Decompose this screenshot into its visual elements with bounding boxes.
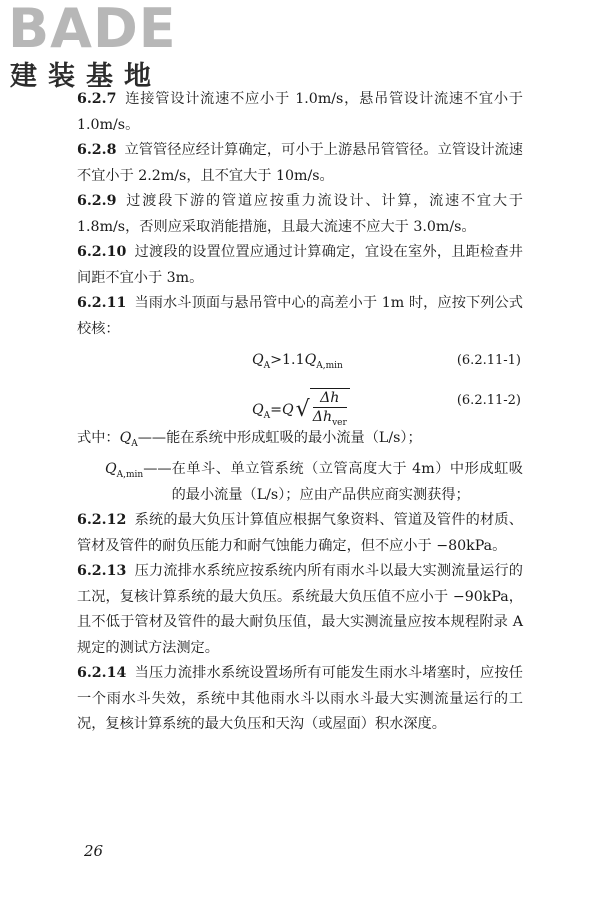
clause-6-2-8 <box>77 138 523 189</box>
clause-text: 当雨水斗顶面与悬吊管中心的高差小于 1m 时，应按下列公式校核： <box>77 295 523 337</box>
fraction: $\frac{\Delta h}{\Delta h_{ver}}$ <box>310 388 350 432</box>
bade-logo <box>8 2 178 97</box>
clause-6-2-9 <box>77 189 523 240</box>
equation-number: (6.2.11-2) <box>456 393 521 408</box>
definition-intro: 式中： <box>77 430 120 446</box>
sqrt-symbol: √ $\frac{\Delta h}{\Delta h_{ver}}$ <box>296 388 350 432</box>
clause-6-2-14 <box>77 661 523 738</box>
clause-number: 6.2.14 <box>77 665 127 682</box>
clause-6-2-7 <box>77 87 523 138</box>
definition-text: 在单斗、单立管系统（立管高度大于 4m）中形成虹吸的最小流量（L/s）；应由产品供应商实测获得； <box>171 461 523 503</box>
clause-text: 连接管设计流速不应小于 1.0m/s，悬吊管设计流速不宜小于 1.0m/s。 <box>77 91 523 133</box>
logo-wordmark: BADE <box>8 0 177 60</box>
clause-text: 过渡段下游的管道应按重力流设计、计算，流速不宜大于 1.8m/s，否则应采取消能措施，且最大流速不应大于 3.0m/s。 <box>77 193 523 235</box>
clause-number: 6.2.8 <box>77 142 117 158</box>
clause-text: 过渡段的设置位置应通过计算确定，宜设在室外，且距检查井间距不宜小于 3m。 <box>77 244 523 286</box>
clause-number: 6.2.7 <box>77 91 117 107</box>
formula-6-2-11-2 <box>77 380 523 426</box>
logo-subtitle: 建装基地 <box>10 61 162 92</box>
definition-qa: 式中： $Q_A$ —— 能在系统中形成虹吸的最小流量（L/s）； <box>77 426 523 457</box>
clause-number: 6.2.13 <box>77 563 127 580</box>
clause-number: 6.2.11 <box>77 295 127 311</box>
definition-text: 能在系统中形成虹吸的最小流量（L/s）； <box>166 430 422 446</box>
definition-symbol: $Q_{A,min}$ <box>105 461 144 481</box>
formula-expression: $Q_A=Q√$ $\frac{\Delta h}{\Delta h_{ver}}$ <box>252 388 350 432</box>
clause-number: 6.2.9 <box>77 193 117 209</box>
page-number: 26 <box>84 842 104 860</box>
clause-text: 系统的最大负压计算值应根据气象资料、管道及管件的材质、管材及管件的耐负压能力和耐气蚀能力确定，但不应小于 −80kPa。 <box>77 512 523 554</box>
clause-text: 立管管径应经计算确定，可小于上游悬吊管管径。立管设计流速不宜小于 2.2m/s，且不宜大于 10m/s。 <box>77 142 523 184</box>
clause-6-2-13 <box>77 559 523 661</box>
clause-6-2-12 <box>77 508 523 559</box>
clause-text: 当压力流排水系统设置场所有可能发生雨水斗堵塞时，应按任一个雨水斗失效，系统中其他雨水斗以雨水斗最大实测流量运行的工况，复核计算系统的最大负压和天沟（或屋面）积水深度。 <box>77 665 523 733</box>
definition-symbol: $Q_A$ <box>119 430 138 449</box>
clause-6-2-10 <box>77 240 523 291</box>
clause-number: 6.2.10 <box>77 244 127 260</box>
equation-number: (6.2.11-1) <box>456 353 521 368</box>
document-body <box>77 87 523 738</box>
definition-qa-min: $Q_{A,min}$ —— 在单斗、单立管系统（立管高度大于 4m）中形成虹吸的最小流量（L/s）；应由产品供应商实测获得； <box>77 457 523 508</box>
formula-expression: $Q_A>1.1Q_{A,min}$ <box>252 352 343 371</box>
clause-number: 6.2.12 <box>77 512 127 529</box>
clause-text: 压力流排水系统应按系统内所有雨水斗以最大实测流量运行的工况，复核计算系统的最大负压。系统最大负压值不应小于 −90kPa，且不低于管材及管件的最大耐负压值，最大实测流量应按本规程附录 A 规定的测试方法测定。 <box>77 563 523 656</box>
formula-6-2-11-1 <box>77 348 523 378</box>
clause-6-2-11 <box>77 291 523 342</box>
